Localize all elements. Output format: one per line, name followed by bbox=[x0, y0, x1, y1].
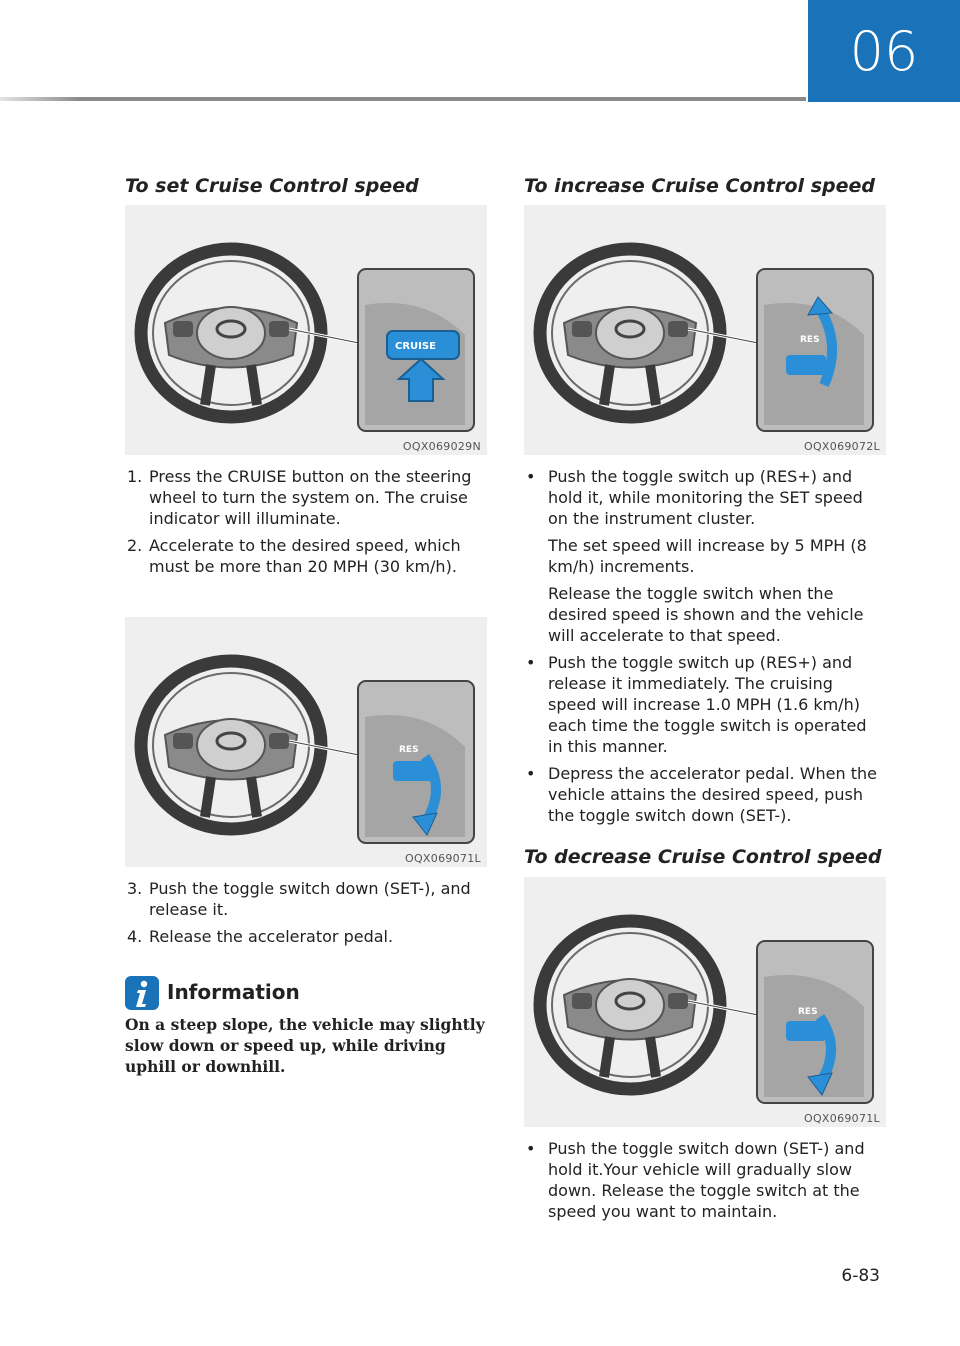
bullet-text: Release the toggle switch when the desired speed is shown and the vehicle will accelerate to that speed. bbox=[548, 584, 864, 645]
bullet-text: Push the toggle switch up (RES+) and hold it, while monitoring the SET speed on the instrument cluster. bbox=[548, 467, 863, 528]
figure-set-toggle bbox=[125, 617, 487, 867]
res-button-label: RES bbox=[399, 745, 419, 755]
steering-wheel-illustration bbox=[524, 877, 886, 1127]
figure-code: OQX069071L bbox=[405, 852, 481, 865]
figure-code: OQX069029N bbox=[402, 440, 481, 453]
info-text: On a steep slope, the vehicle may slightly slow down or speed up, while driving uphill or downhill. bbox=[125, 1015, 485, 1076]
list-item bbox=[524, 652, 886, 757]
list-item bbox=[125, 878, 487, 920]
step-number: 4. bbox=[127, 927, 143, 946]
bullet-text: Depress the accelerator pedal. When the vehicle attains the desired speed, push the toggle switch down (SET-). bbox=[548, 764, 877, 825]
bullet-marker: • bbox=[526, 764, 536, 783]
list-item bbox=[524, 1138, 886, 1222]
step-text: Push the toggle switch down (SET-), and release it. bbox=[149, 879, 471, 919]
bullets-increase bbox=[524, 466, 886, 832]
figure-code: OQX069071L bbox=[804, 1112, 880, 1125]
list-item bbox=[524, 763, 886, 826]
page-number: 6-83 bbox=[841, 1266, 880, 1286]
res-button-label: RES bbox=[800, 335, 820, 345]
figure-code: OQX069072L bbox=[804, 440, 880, 453]
list-item bbox=[125, 466, 487, 529]
steering-wheel-illustration bbox=[524, 205, 886, 455]
steering-wheel-illustration bbox=[125, 205, 487, 455]
steps-list-1 bbox=[125, 466, 487, 583]
bullet-text: Push the toggle switch down (SET-) and hold it.Your vehicle will gradually slow down. Release the toggle switch at the speed you want to maintain. bbox=[548, 1139, 865, 1221]
step-text: Accelerate to the desired speed, which must be more than 20 MPH (30 km/h). bbox=[149, 536, 461, 576]
bullet-marker: • bbox=[526, 467, 536, 486]
list-item bbox=[125, 535, 487, 577]
info-title: Information bbox=[167, 980, 300, 1004]
bullet-text: Push the toggle switch up (RES+) and release it immediately. The cruising speed will increase 1.0 MPH (1.6 km/h) each time the toggle switch is operated in this manner. bbox=[548, 653, 867, 756]
info-icon bbox=[125, 976, 159, 1010]
bullet-text: The set speed will increase by 5 MPH (8 km/h) increments. bbox=[548, 536, 867, 576]
list-item bbox=[524, 466, 886, 646]
chapter-tab: 06 bbox=[808, 0, 960, 102]
cruise-button-label: CRUISE bbox=[395, 341, 436, 352]
step-number: 2. bbox=[127, 536, 143, 555]
figure-res-toggle bbox=[524, 205, 886, 455]
steering-wheel-illustration bbox=[125, 617, 487, 867]
bullets-decrease bbox=[524, 1138, 886, 1228]
list-item bbox=[125, 926, 487, 947]
bullet-marker: • bbox=[526, 653, 536, 672]
steps-list-2 bbox=[125, 878, 487, 953]
figure-set-toggle-decrease bbox=[524, 877, 886, 1127]
heading-increase-speed: To increase Cruise Control speed bbox=[524, 175, 875, 197]
res-button-label: RES bbox=[798, 1007, 818, 1017]
bullet-marker: • bbox=[526, 1139, 536, 1158]
heading-decrease-speed: To decrease Cruise Control speed bbox=[524, 846, 882, 868]
header-rule bbox=[0, 97, 806, 101]
step-number: 3. bbox=[127, 879, 143, 898]
heading-set-speed: To set Cruise Control speed bbox=[125, 175, 419, 197]
step-number: 1. bbox=[127, 467, 143, 486]
step-text: Release the accelerator pedal. bbox=[149, 927, 394, 946]
step-text: Press the CRUISE button on the steering wheel to turn the system on. The cruise indicator will illuminate. bbox=[149, 467, 472, 528]
figure-cruise-button bbox=[125, 205, 487, 455]
